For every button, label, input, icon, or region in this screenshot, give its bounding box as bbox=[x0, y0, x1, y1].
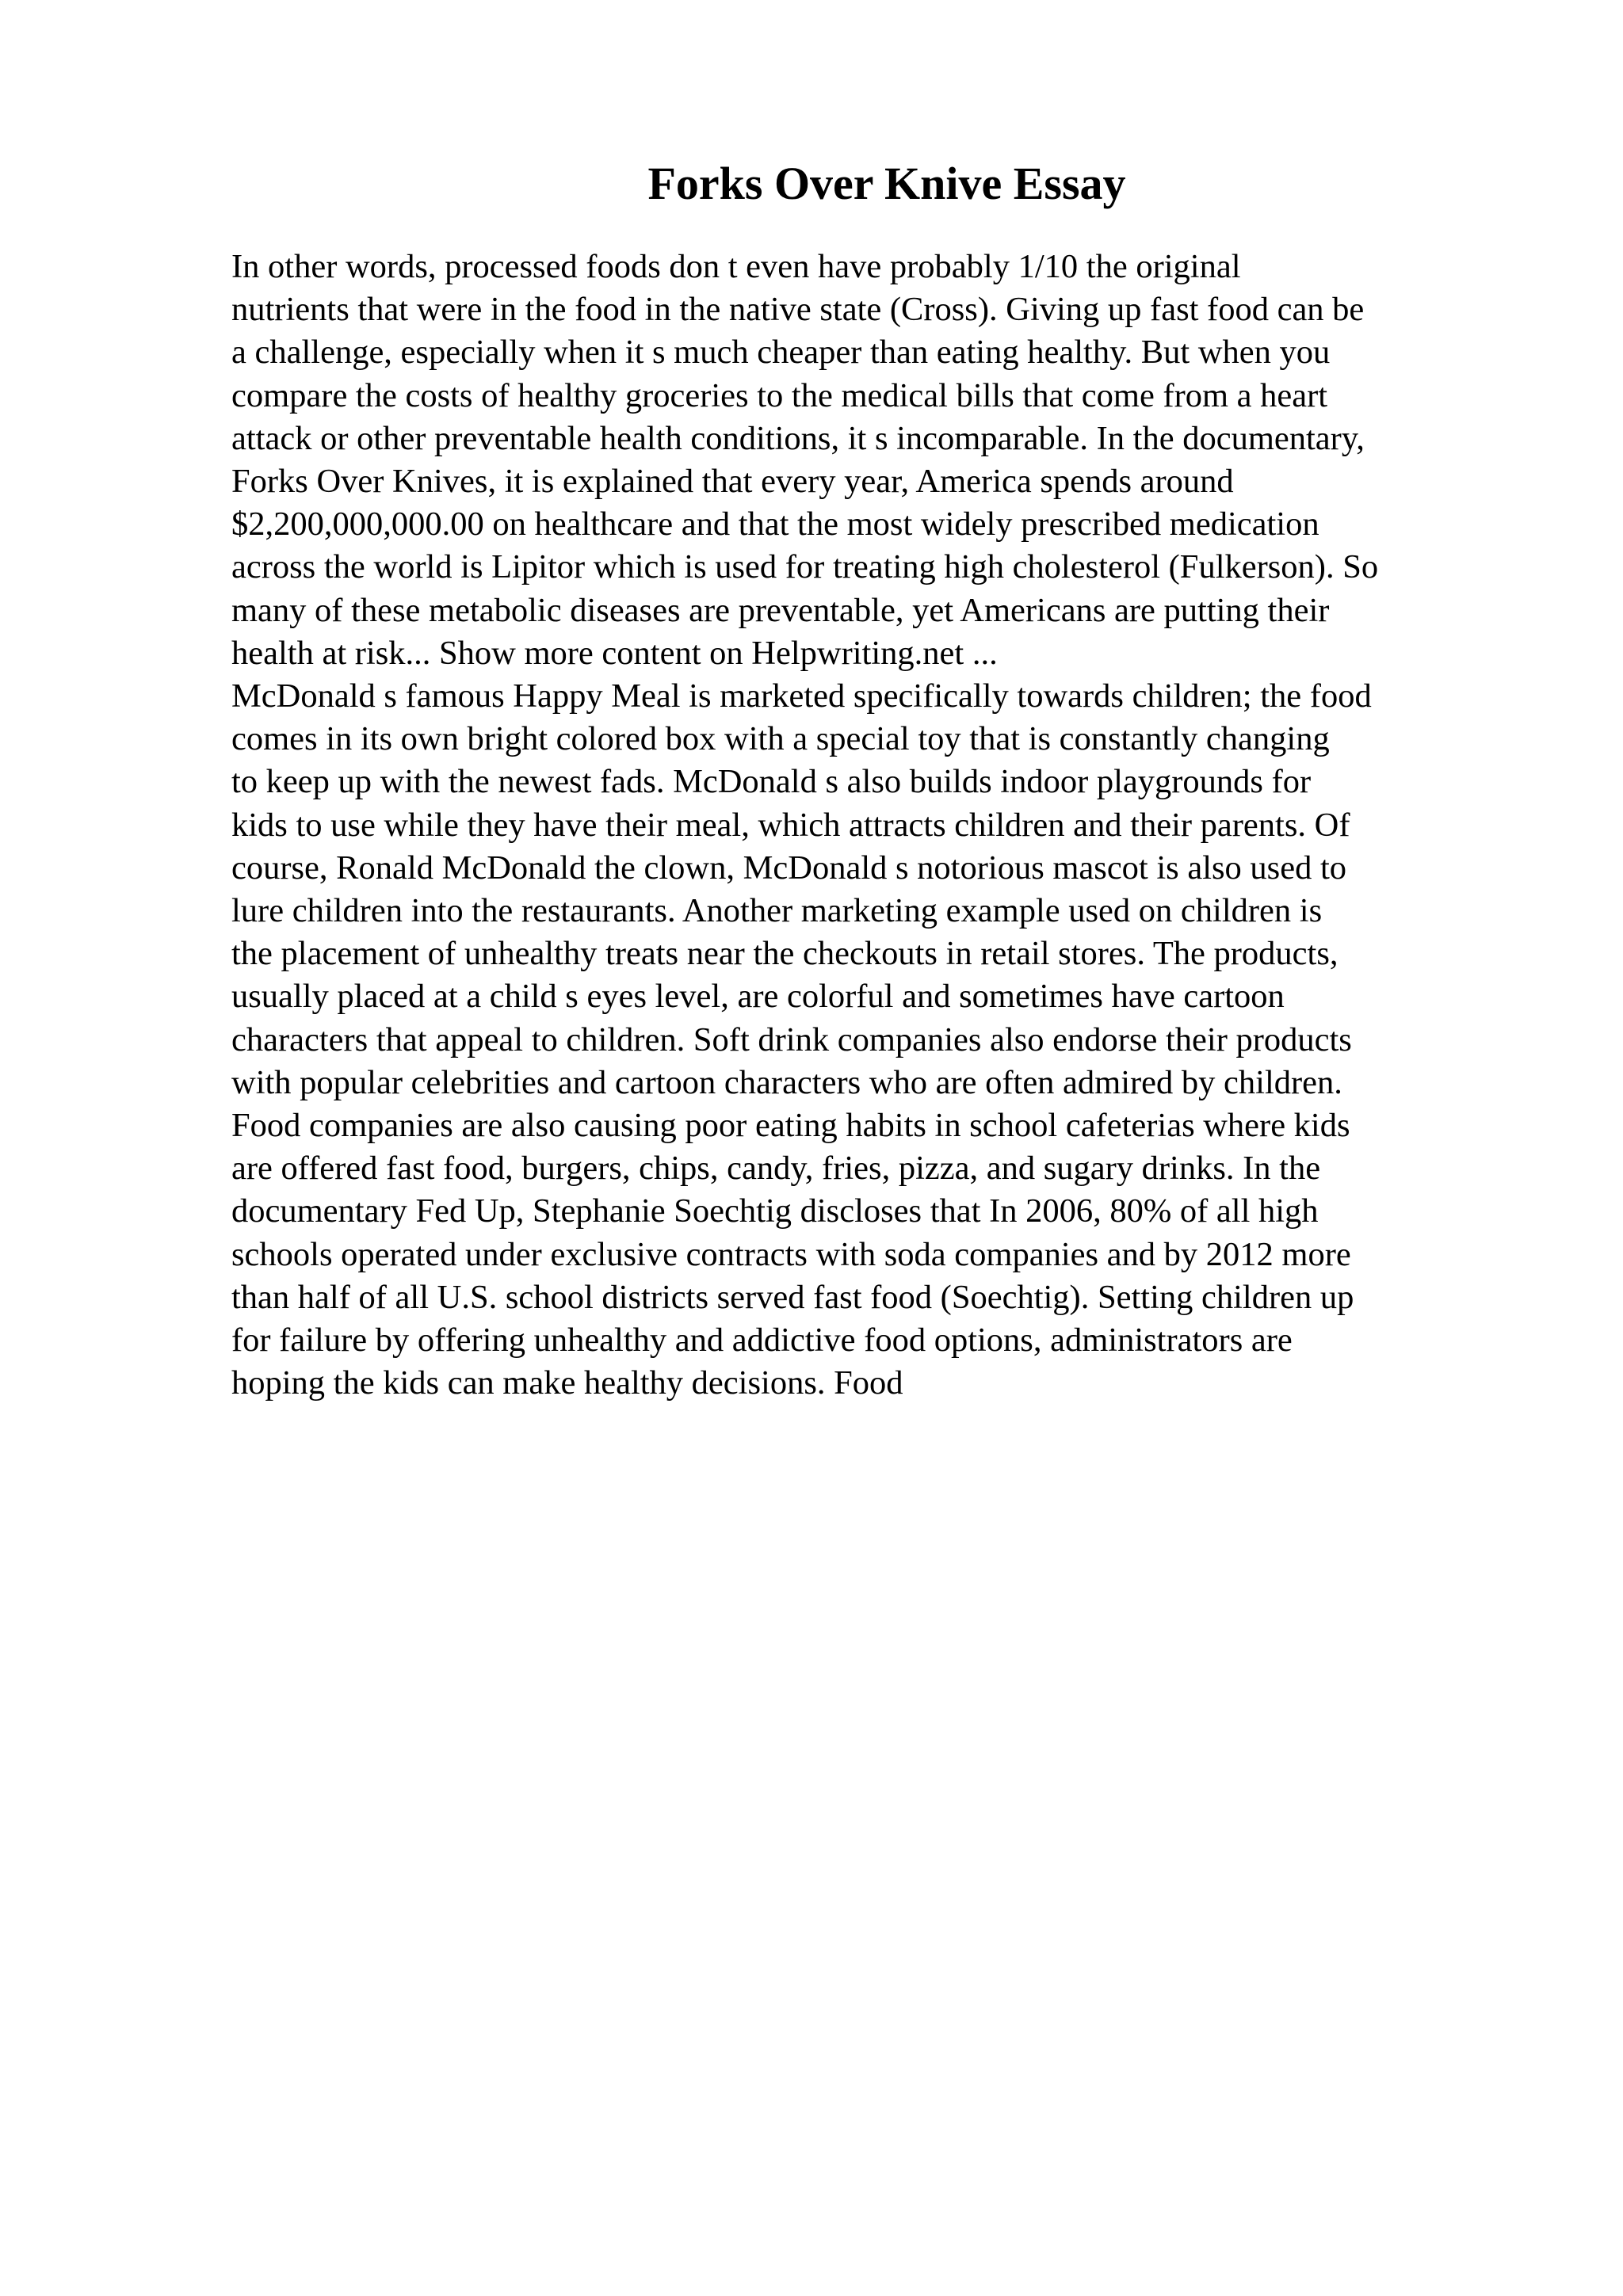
essay-line: usually placed at a child s eyes level, are colorful and sometimes have cartoon bbox=[231, 978, 1285, 1016]
essay-line: comes in its own bright colored box with a special toy that is constantly changing bbox=[231, 720, 1330, 758]
essay-line: the placement of unhealthy treats near the checkouts in retail stores. The products, bbox=[231, 935, 1338, 973]
essay-line: characters that appeal to children. Soft drink companies also endorse their products bbox=[231, 1020, 1352, 1058]
essay-line: McDonald s famous Happy Meal is marketed specifically towards children; the food bbox=[231, 677, 1372, 715]
essay-line: documentary Fed Up, Stephanie Soechtig discloses that In 2006, 80% of all high bbox=[231, 1192, 1319, 1230]
essay-line: compare the costs of healthy groceries to the medical bills that come from a heart bbox=[231, 376, 1328, 414]
document-title: Forks Over Knive Essay bbox=[647, 158, 1126, 209]
essay-line: than half of all U.S. school districts served fast food (Soechtig). Setting children up bbox=[231, 1278, 1354, 1316]
essay-body bbox=[231, 246, 1499, 1405]
essay-line: to keep up with the newest fads. McDonald s also builds indoor playgrounds for bbox=[231, 763, 1312, 801]
essay-line: for failure by offering unhealthy and addictive food options, administrators are bbox=[231, 1322, 1293, 1360]
essay-line: attack or other preventable health conditions, it s incomparable. In the documentary, bbox=[231, 419, 1365, 457]
essay-line: across the world is Lipitor which is used for treating high cholesterol (Fulkerson). So bbox=[231, 548, 1379, 586]
essay-line: $2,200,000,000.00 on healthcare and that the most widely prescribed medication bbox=[231, 505, 1319, 543]
essay-line: In other words, processed foods don t even have probably 1/10 the original bbox=[231, 248, 1241, 285]
essay-line: course, Ronald McDonald the clown, McDonald s notorious mascot is also used to bbox=[231, 849, 1347, 887]
essay-line: health at risk... Show more content on Helpwriting.net ... bbox=[231, 634, 998, 672]
essay-line: lure children into the restaurants. Another marketing example used on children is bbox=[231, 892, 1323, 930]
essay-line: schools operated under exclusive contracts with soda companies and by 2012 more bbox=[231, 1235, 1351, 1273]
essay-line: many of these metabolic diseases are preventable, yet Americans are putting their bbox=[231, 591, 1330, 629]
essay-line: with popular celebrities and cartoon characters who are often admired by children. bbox=[231, 1063, 1342, 1101]
essay-line: nutrients that were in the food in the native state (Cross). Giving up fast food can be bbox=[231, 291, 1365, 329]
essay-line: are offered fast food, burgers, chips, candy, fries, pizza, and sugary drinks. In the bbox=[231, 1150, 1321, 1188]
essay-line: kids to use while they have their meal, which attracts children and their parents. Of bbox=[231, 806, 1350, 844]
essay-line: a challenge, especially when it s much cheaper than eating healthy. But when you bbox=[231, 334, 1331, 372]
essay-line: Forks Over Knives, it is explained that every year, America spends around bbox=[231, 463, 1234, 501]
essay-line: Food companies are also causing poor eating habits in school cafeterias where kids bbox=[231, 1107, 1350, 1145]
essay-line: hoping the kids can make healthy decisions. Food bbox=[231, 1364, 903, 1402]
